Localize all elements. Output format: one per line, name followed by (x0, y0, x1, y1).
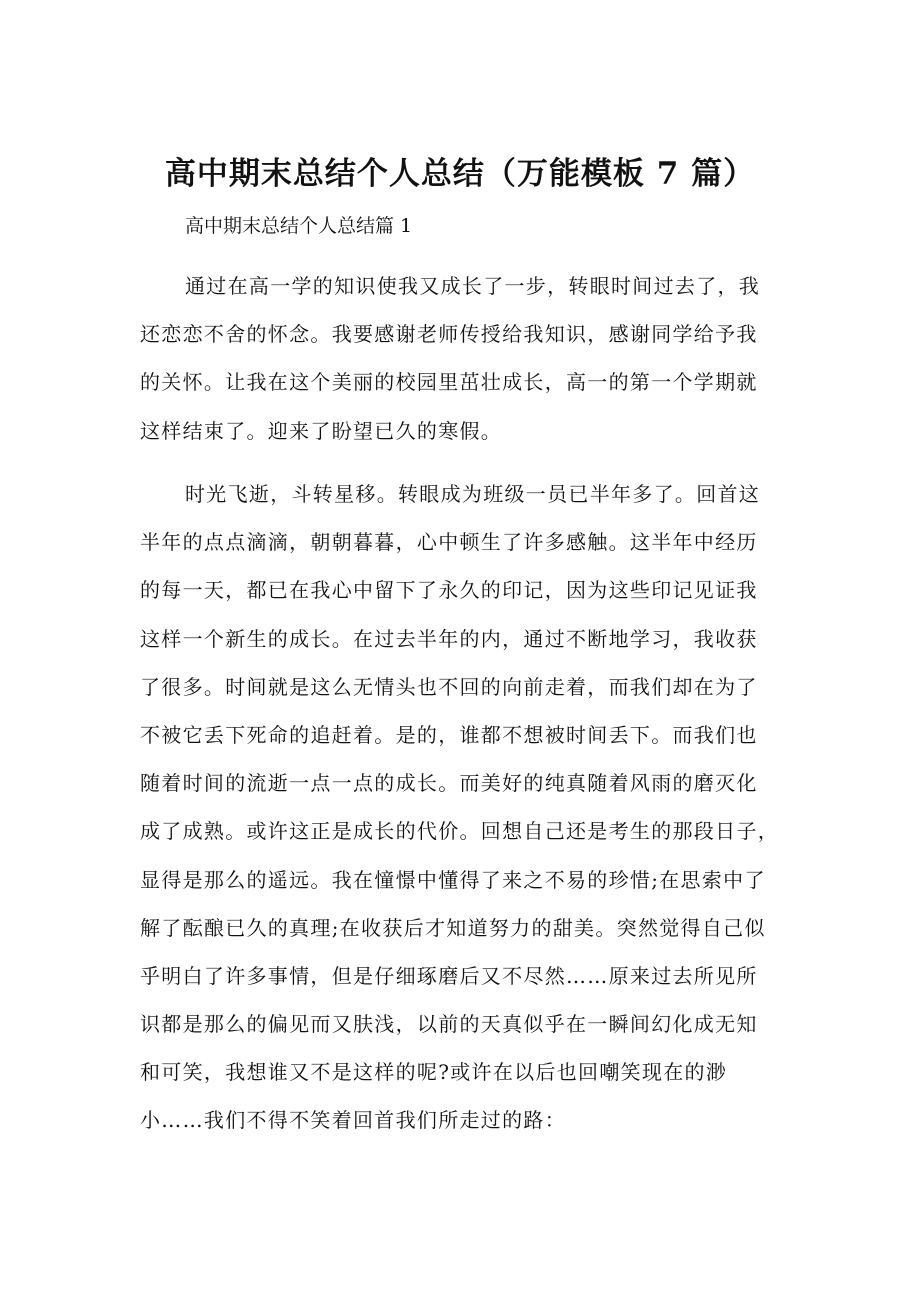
paragraph-line: 和可笑，我想谁又不是这样的呢?或许在以后也回嘲笑现在的渺 (140, 1060, 728, 1085)
paragraph-1 (140, 272, 800, 465)
paragraph-line: 不被它丢下死命的追赶着。是的，谁都不想被时间丢下。而我们也 (140, 722, 758, 747)
paragraph-line: 还恋恋不舍的怀念。我要感谢老师传授给我知识，感谢同学给予我 (140, 322, 758, 347)
paragraph-line: 显得是那么的遥远。我在憧憬中懂得了来之不易的珍惜;在思索中了 (140, 867, 766, 892)
paragraph-2 (140, 480, 800, 1155)
document-title: 高中期末总结个人总结（万能模板 7 篇） (164, 156, 756, 192)
paragraph-line: 小……我们不得不笑着回首我们所走过的路： (140, 1108, 566, 1133)
section-heading: 高中期末总结个人总结篇 1 (185, 215, 413, 237)
paragraph-line: 了很多。时间就是这么无情头也不回的向前走着，而我们却在为了 (140, 674, 758, 699)
paragraph-line: 成了成熟。或许这正是成长的代价。回想自己还是考生的那段日子， (140, 819, 779, 844)
paragraph-line: 解了酝酿已久的真理;在收获后才知道努力的甜美。突然觉得自己似 (140, 915, 766, 940)
paragraph-line: 的关怀。让我在这个美丽的校园里茁壮成长，高一的第一个学期就 (140, 370, 758, 395)
paragraph-line: 通过在高一学的知识使我又成长了一步，转眼时间过去了，我 (185, 274, 761, 298)
paragraph-line: 时光飞逝，斗转星移。转眼成为班级一员已半年多了。回首这 (185, 482, 761, 506)
paragraph-line: 识都是那么的偏见而又肤浅，以前的天真似乎在一瞬间幻化成无知 (140, 1012, 758, 1037)
paragraph-line: 随着时间的流逝一点一点的成长。而美好的纯真随着风雨的磨灭化 (140, 771, 758, 796)
paragraph-line: 这样一个新生的成长。在过去半年的内，通过不断地学习，我收获 (140, 626, 758, 651)
paragraph-line: 这样结束了。迎来了盼望已久的寒假。 (140, 418, 503, 443)
paragraph-line: 半年的点点滴滴，朝朝暮暮，心中顿生了许多感触。这半年中经历 (140, 530, 758, 555)
paragraph-line: 乎明白了许多事情，但是仔细琢磨后又不尽然……原来过去所见所 (140, 963, 758, 988)
paragraph-line: 的每一天，都已在我心中留下了永久的印记，因为这些印记见证我 (140, 578, 758, 603)
